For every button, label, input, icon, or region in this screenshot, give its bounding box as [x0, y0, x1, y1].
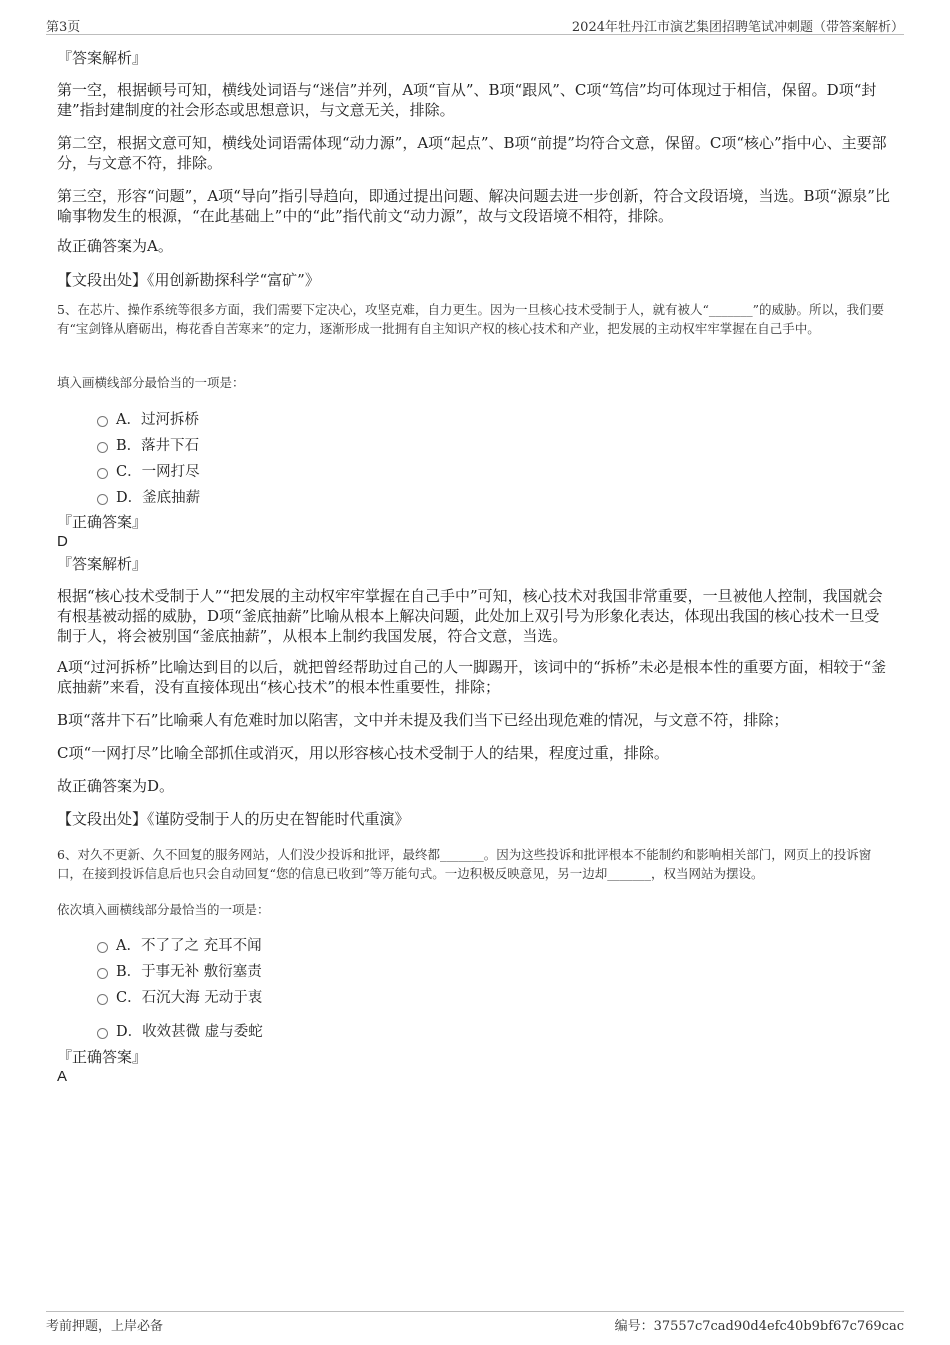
option-label: C．石沉大海 无动于衷: [116, 990, 263, 1006]
page-header: [46, 14, 904, 35]
question-stem: 5、在芯片、操作系统等很多方面，我们需要下定决心，攻坚克难，自力更生。因为一旦核心技术受制于人，就有被人“_______”的威胁。所以，我们要有“宝剑锋从磨砺出，梅花香自苦寒来”的定力，逐渐形成一批拥有自主知识产权的核心技术和产业，把发展的主动权牢牢掌握在自己手中。: [57, 302, 884, 336]
option-b[interactable]: [97, 434, 199, 455]
answer-analysis-label: 『答案解析』: [57, 555, 148, 573]
option-label: A．不了了之 充耳不闻: [116, 938, 262, 954]
analysis-paragraph: A项“过河拆桥”比喻达到目的以后，就把曾经帮助过自己的人一脚踢开，该词中的“拆桥”未必是根本性的重要方面，相较于“釜底抽薪”来看，没有直接体现出“核心技术”的根本性重要性，排除；: [57, 658, 887, 696]
option-d[interactable]: [97, 486, 200, 507]
option-a[interactable]: [97, 408, 199, 429]
analysis-conclusion: 故正确答案为A。: [57, 237, 173, 255]
question-prompt: 填入画横线部分最恰当的一项是：: [57, 375, 245, 390]
option-a[interactable]: [97, 934, 262, 955]
radio-icon[interactable]: [97, 942, 108, 953]
analysis-paragraph: 第一空，根据顿号可知，横线处词语与“迷信”并列，A项“盲从”、B项“跟风”、C项“笃信”均可体现过于相信，保留。D项“封建”指封建制度的社会形态或思想意识，与文意无关，排除。: [57, 81, 877, 119]
radio-icon[interactable]: [97, 994, 108, 1005]
correct-answer: A: [57, 1068, 68, 1085]
source-citation: 【文段出处】《用创新勘探科学“富矿”》: [57, 271, 320, 289]
analysis-paragraph: 第三空，形容“问题”，A项“导向”指引导趋向，即通过提出问题、解决问题去进一步创新，符合文段语境，当选。B项“源泉”比喻事物发生的根源，“在此基础上”中的“此”指代前文“动力源”，故与文段语境不相符，排除。: [57, 187, 890, 225]
question-stem: 6、对久不更新、久不回复的服务网站，人们没少投诉和批评，最终都_______。因为这些投诉和批评根本不能制约和影响相关部门，网页上的投诉窗口，在接到投诉信息后也只会自动回复“您的信息已收到”等万能句式。一边积极反映意见，另一边却_______，权当网站为摆设。: [57, 847, 872, 881]
analysis-paragraph: 第二空，根据文意可知，横线处词语需体现“动力源”，A项“起点”、B项“前提”均符合文意，保留。C项“核心”指中心、主要部分，与文意不符，排除。: [57, 134, 887, 172]
source-citation: 【文段出处】《谨防受制于人的历史在智能时代重演》: [57, 810, 410, 828]
analysis-paragraph: C项“一网打尽”比喻全部抓住或消灭，用以形容核心技术受制于人的结果，程度过重，排除。: [57, 744, 669, 762]
document-title: 2024年牡丹江市演艺集团招聘笔试冲刺题（带答案解析）: [571, 20, 904, 35]
page-number: 第3页: [46, 20, 81, 35]
correct-answer-label: 『正确答案』: [57, 513, 148, 531]
question-prompt: 依次填入画横线部分最恰当的一项是：: [57, 902, 270, 917]
option-d[interactable]: [97, 1020, 263, 1041]
correct-answer: D: [57, 533, 68, 550]
option-label: B．于事无补 敷衍塞责: [116, 964, 262, 980]
option-label: C．一网打尽: [116, 464, 200, 480]
option-c[interactable]: [97, 986, 262, 1007]
radio-icon[interactable]: [97, 968, 108, 979]
radio-icon[interactable]: [97, 468, 108, 479]
radio-icon[interactable]: [97, 442, 108, 453]
option-b[interactable]: [97, 960, 262, 981]
radio-icon[interactable]: [97, 1028, 108, 1039]
option-label: D．釜底抽薪: [116, 490, 201, 506]
option-label: A．过河拆桥: [116, 412, 199, 428]
radio-icon[interactable]: [97, 416, 108, 427]
footer-slogan: 考前押题，上岸必备: [46, 1319, 164, 1334]
option-label: D．收效甚微 虚与委蛇: [116, 1024, 263, 1040]
option-c[interactable]: [97, 460, 200, 481]
analysis-paragraph: 根据“核心技术受制于人”“把发展的主动权牢牢掌握在自己手中”可知，核心技术对我国非常重要，一旦被他人控制，我国就会有根基被动摇的威胁，D项“釜底抽薪”比喻从根本上解决问题，此处加上双引号为形象化表达，体现出我国的核心技术一旦受制于人，将会被别国“釜底抽薪”，从根本上制约我国发展，符合文意，当选。: [57, 587, 883, 645]
correct-answer-label: 『正确答案』: [57, 1048, 148, 1066]
analysis-paragraph: B项“落井下石”比喻乘人有危难时加以陷害，文中并未提及我们当下已经出现危难的情况，与文意不符，排除；: [57, 711, 789, 729]
analysis-conclusion: 故正确答案为D。: [57, 777, 175, 795]
page-footer: [46, 1311, 904, 1336]
radio-icon[interactable]: [97, 494, 108, 505]
document-code: 编号：37557c7cad90d4efc40b9bf67c769cac: [614, 1319, 904, 1334]
answer-analysis-label: 『答案解析』: [57, 49, 148, 67]
option-label: B．落井下石: [116, 438, 200, 454]
